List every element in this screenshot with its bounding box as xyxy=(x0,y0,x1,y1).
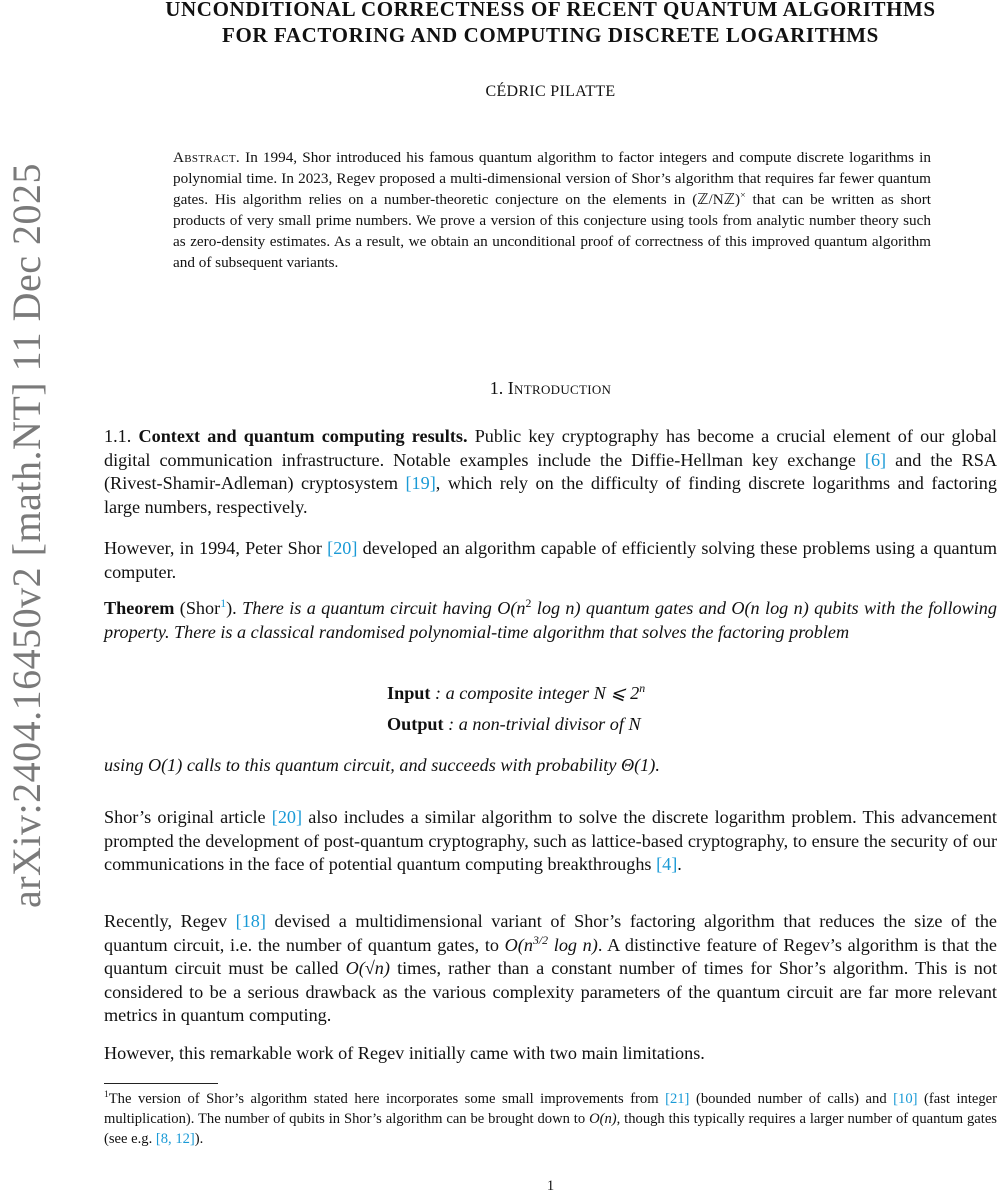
closing-math-1: O(1) xyxy=(147,755,183,775)
input-math-sup: n xyxy=(639,680,646,695)
theorem-attribution-close: ). xyxy=(226,598,237,618)
input-label: Input xyxy=(387,683,431,703)
paper-title xyxy=(104,0,997,48)
theorem-text-c: qubits with the following property. There is a classical randomised polynomial-time algorithm that solves the factoring problem xyxy=(104,598,997,642)
paragraph-3 xyxy=(104,806,997,877)
theorem-math-1-sup: 2 xyxy=(525,595,532,610)
paragraph-5 xyxy=(104,1042,997,1066)
para4-text-a: Recently, Regev xyxy=(104,911,236,931)
abstract-label: Abstract. xyxy=(173,149,240,166)
para4-text-c: . A distinctive feature of Regev’s algorithm is that the quantum circuit must be called xyxy=(104,934,997,979)
title-line-1: UNCONDITIONAL CORRECTNESS OF RECENT QUANTUM ALGORITHMS xyxy=(165,0,936,21)
abstract-math-group: (ℤ/Nℤ) xyxy=(692,191,741,208)
paragraph-2 xyxy=(104,537,997,584)
title-line-2: FOR FACTORING AND COMPUTING DISCRETE LOGARITHMS xyxy=(222,23,879,47)
page-number: 1 xyxy=(546,1178,555,1194)
section-title: Introduction xyxy=(507,378,612,398)
para4-math-1: O(n xyxy=(504,934,533,955)
abstract xyxy=(173,147,931,273)
footnote-math: O(n) xyxy=(589,1111,617,1127)
closing-text-a: using xyxy=(104,755,148,775)
citation-link[interactable]: [18] xyxy=(235,911,266,931)
footnote-text-b: (bounded number of calls) and xyxy=(689,1091,894,1107)
footnote-mark: 1 xyxy=(104,1090,109,1101)
subsection-title: Context and quantum computing results. xyxy=(138,426,468,446)
citation-link[interactable]: [8, 12] xyxy=(155,1131,195,1147)
footnote-marker[interactable]: 1 xyxy=(220,595,227,610)
footnote-text-d: , though this typically requires a larger number of quantum gates (see e.g. xyxy=(104,1111,997,1147)
theorem-attribution: (Shor xyxy=(174,598,221,618)
footnote-divider xyxy=(104,1083,218,1084)
arxiv-identifier[interactable]: arXiv:2404.16450v2 [math.NT] 11 Dec 2025 xyxy=(4,162,50,908)
output-label: Output xyxy=(387,714,444,734)
para2-text-a: However, in 1994, Peter Shor xyxy=(104,538,328,558)
input-text: : a composite integer xyxy=(430,683,594,703)
theorem-math-1-end: log n) xyxy=(531,598,581,618)
para1-text-b: and the RSA (Rivest-Shamir-Adleman) cryptosystem xyxy=(104,449,997,494)
para4-math-2: O(√n) xyxy=(345,958,390,979)
theorem xyxy=(104,597,997,644)
footnote-text-e: ). xyxy=(194,1131,204,1147)
closing-text-b: calls to this quantum circuit, and succeeds with probability xyxy=(182,755,621,775)
output-text: : a non-trivial divisor of N xyxy=(443,714,641,734)
para5-text: However, this remarkable work of Regev initially came with two main limitations. xyxy=(104,1043,705,1063)
paragraph-1 xyxy=(104,425,997,519)
paragraph-4 xyxy=(104,910,997,1028)
subsection-number: 1.1. xyxy=(104,426,132,446)
para4-text-d: times, rather than a constant number of times for Shor’s algorithm. This is not considered to be a serious drawback as the various complexity parameters of the quantum circuit are far more relevant metrics in quantum computing. xyxy=(104,958,997,1026)
footnote xyxy=(104,1089,997,1149)
abstract-text-a: In 1994, Shor introduced his famous quantum algorithm to factor integers and compute discrete logarithms in polynomial time. In 2023, Regev proposed a multi-dimensional version of Shor’s algorithm that requires far fewer quantum gates. His algorithm relies on a number-theoretic conjecture on the elements in xyxy=(173,149,931,208)
theorem-math-1: O(n xyxy=(497,598,526,618)
abstract-text-b: that can be written as short products of very small prime numbers. We prove a version of this conjecture using tools from analytic number theory such as zero-density estimates. As a result, we obtain an unconditional proof of correctness of this improved quantum algorithm and of subsequent variants. xyxy=(173,191,931,271)
para4-text-b: devised a multidimensional variant of Shor’s factoring algorithm that reduces the size of the quantum circuit, i.e. the number of quantum gates, to xyxy=(104,911,997,955)
para3-text-a: Shor’s original article xyxy=(104,807,272,827)
para1-text-a: Public key cryptography has become a crucial element of our global digital communication infrastructure. Notable examples include the Diffie-Hellman key exchange xyxy=(104,426,997,470)
input-math: N ⩽ 2 xyxy=(593,683,640,703)
para3-text-b: also includes a similar algorithm to solve the discrete logarithm problem. This advancement prompted the development of post-quantum cryptography, such as lattice-based cryptography, to ensure the security of our communications in the face of potential quantum computing breakthroughs xyxy=(104,807,997,875)
theorem-label: Theorem xyxy=(104,598,175,618)
theorem-output-line xyxy=(387,714,641,735)
citation-link[interactable]: [21] xyxy=(665,1091,690,1107)
author-name: CÉDRIC PILATTE xyxy=(485,83,616,100)
footnote-text-c: (fast integer multiplication). The number of qubits in Shor’s algorithm can be brought down to xyxy=(104,1091,997,1127)
theorem-input-line xyxy=(387,680,646,704)
arxiv-stamp xyxy=(5,155,49,915)
theorem-text-b: quantum gates and xyxy=(580,598,732,618)
footnote-text-a: The version of Shor’s algorithm stated here incorporates some small improvements from xyxy=(108,1091,666,1107)
section-number: 1. xyxy=(489,378,504,398)
citation-link[interactable]: [20] xyxy=(327,538,358,558)
theorem-text-a: There is a quantum circuit having xyxy=(236,598,498,618)
para3-text-c: . xyxy=(677,854,682,875)
para4-math-1-end: log n) xyxy=(548,934,598,955)
citation-link[interactable]: [20] xyxy=(271,807,303,827)
citation-link[interactable]: [4] xyxy=(656,854,678,875)
section-heading xyxy=(104,378,997,399)
citation-link[interactable]: [10] xyxy=(893,1091,918,1107)
para1-text-c: , which rely on the difficulty of finding discrete logarithms and factoring large numbers, respectively. xyxy=(104,473,997,517)
closing-math-2: Θ(1) xyxy=(620,755,656,775)
para2-text-b: developed an algorithm capable of efficiently solving these problems using a quantum computer. xyxy=(104,538,998,582)
abstract-math-sup: × xyxy=(740,189,746,201)
para4-math-1-sup: 3/2 xyxy=(532,932,549,947)
theorem-closing xyxy=(104,754,997,778)
closing-text-c: . xyxy=(655,755,660,775)
citation-link[interactable]: [19] xyxy=(405,473,436,494)
theorem-math-2: O(n log n) xyxy=(731,598,809,618)
citation-link[interactable]: [6] xyxy=(864,449,887,470)
